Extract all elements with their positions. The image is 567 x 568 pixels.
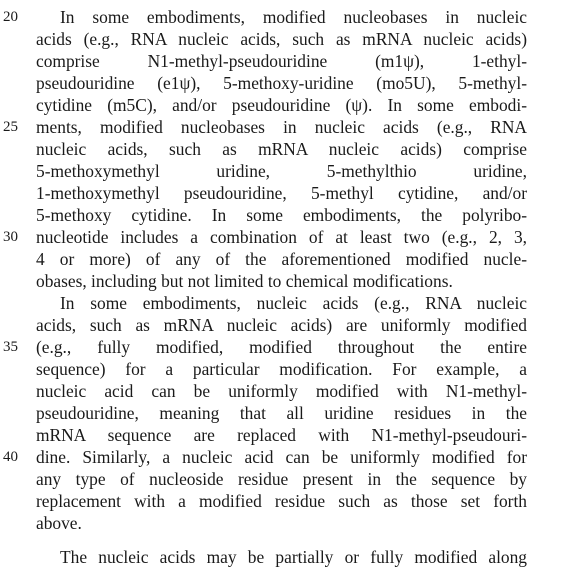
text-line: acids (e.g., RNA nucleic acids, such as mRNA nucleic acids) [36, 29, 527, 49]
line-number-20: 20 [3, 9, 18, 25]
line-number-40: 40 [3, 449, 18, 465]
line-number-30: 30 [3, 229, 18, 245]
text-line: nucleic acid can be uniformly modified with N1-methyl- [36, 381, 527, 401]
text-line: nucleic acids, such as mRNA nucleic acids) comprise [36, 139, 527, 159]
text-line: replacement with a modified residue such as those set forth [36, 491, 527, 511]
line-number-25: 25 [3, 119, 18, 135]
text-line: In some embodiments, modified nucleobases in nucleic [60, 7, 527, 27]
text-line: 1-methoxymethyl pseudouridine, 5-methyl cytidine, and/or [36, 183, 527, 203]
text-line: In some embodiments, nucleic acids (e.g., RNA nucleic [60, 293, 527, 313]
text-line: dine. Similarly, a nucleic acid can be uniformly modified for [36, 447, 527, 467]
text-line: ments, modified nucleobases in nucleic acids (e.g., RNA [36, 117, 527, 137]
text-line: The nucleic acids may be partially or fully modified along [60, 547, 527, 567]
text-line: (e.g., fully modified, modified throughout the entire [36, 337, 527, 357]
text-line: above. [36, 513, 82, 533]
paragraph-3-cutoff [60, 546, 527, 567]
text-line: comprise N1-methyl-pseudouridine (m1ψ), 1-ethyl- [36, 51, 527, 71]
text-line: nucleotide includes a combination of at least two (e.g., 2, 3, [36, 227, 527, 247]
text-line: 4 or more) of any of the aforementioned modified nucle- [36, 249, 527, 269]
text-line: sequence) for a particular modification. For example, a [36, 359, 527, 379]
text-line: any type of nucleoside residue present in the sequence by [36, 469, 527, 489]
text-line: pseudouridine (e1ψ), 5-methoxy-uridine (mo5U), 5-methyl- [36, 73, 527, 93]
text-line: cytidine (m5C), and/or pseudouridine (ψ). In some embodi- [36, 95, 527, 115]
text-line: 5-methoxymethyl uridine, 5-methylthio uridine, [36, 161, 527, 181]
text-line: mRNA sequence are replaced with N1-methyl-pseudouri- [36, 425, 527, 445]
text-line: pseudouridine, meaning that all uridine residues in the [36, 403, 527, 423]
text-line: acids, such as mRNA nucleic acids) are uniformly modified [36, 315, 527, 335]
line-number-35: 35 [3, 339, 18, 355]
text-line: 5-methoxy cytidine. In some embodiments, the polyribo- [36, 205, 527, 225]
text-line: obases, including but not limited to chemical modifications. [36, 271, 453, 291]
